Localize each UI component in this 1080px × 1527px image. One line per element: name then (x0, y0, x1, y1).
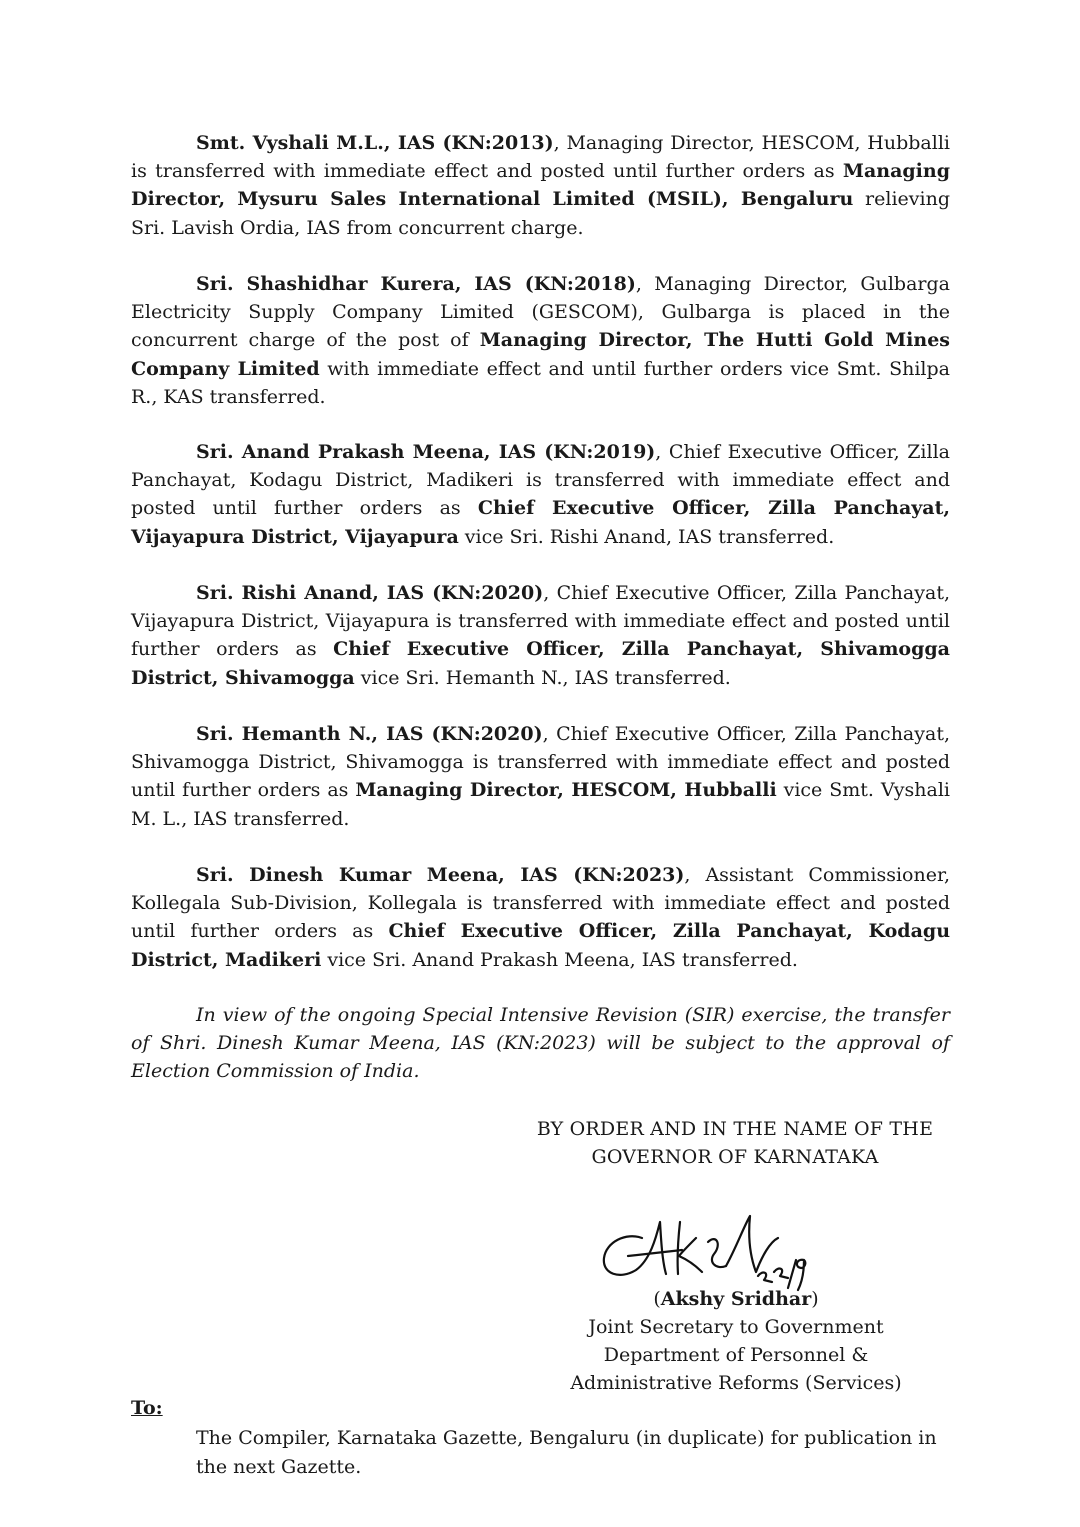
transfer-text-end: with immediate effect and until further orders vice Smt. Shilpa R., KAS transferred. (131, 357, 950, 408)
transfer-paragraph-6 (131, 861, 950, 974)
transfer-text-end: relieving Sri. Lavish Ordia, IAS from concurrent charge. (131, 188, 950, 239)
signatory-designation-3: Administrative Reforms (Services) (570, 1372, 902, 1394)
transfer-text-end: vice Smt. Vyshali M. L., IAS transferred. (131, 779, 950, 830)
transfer-text: , Chief Executive Officer, Zilla Panchayat, Kodagu District, Madikeri is transferred with immediate effect and posted until further orders as (131, 441, 950, 520)
transfer-paragraph-1 (131, 129, 950, 242)
transfer-paragraph-3 (131, 438, 950, 551)
officer-name: Sri. Hemanth N., IAS (KN:2020) (196, 723, 543, 745)
signatory-designation-1: Joint Secretary to Government (588, 1316, 884, 1338)
order-line-2: GOVERNOR OF KARNATAKA (591, 1146, 879, 1168)
signatory-designation-2: Department of Personnel & (603, 1344, 869, 1366)
signatory-name-text: Akshy Sridhar (660, 1288, 812, 1310)
transfer-text: , Chief Executive Officer, Zilla Panchayat, Shivamogga District, Shivamogga is transferred with immediate effect and posted until further orders as (131, 723, 950, 802)
officer-name: Smt. Vyshali M.L., IAS (KN:2013) (196, 132, 554, 154)
transfer-text: , Managing Director, HESCOM, Hubballi is transferred with immediate effect and posted until further orders as (131, 132, 950, 183)
signatory-block (540, 1285, 932, 1397)
signatory-name: (Akshy Sridhar) (653, 1288, 819, 1310)
new-post: Chief Executive Officer, Zilla Panchayat, Kodagu District, Madikeri (131, 920, 951, 971)
transfer-text-end: vice Sri. Rishi Anand, IAS transferred. (458, 525, 835, 548)
transfer-text: , Managing Director, Gulbarga Electricity Supply Company Limited (GESCOM), Gulbarga is placed in the concurrent charge of the post of (131, 273, 950, 352)
transfer-paragraph-4 (131, 579, 950, 692)
transfer-paragraph-2 (131, 270, 950, 411)
order-block (520, 1115, 950, 1171)
to-recipient: The Compiler, Karnataka Gazette, Bengaluru (in duplicate) for publication in the next Gazette. (196, 1427, 937, 1478)
order-line-1: BY ORDER AND IN THE NAME OF THE (536, 1118, 934, 1140)
to-label: To: (131, 1397, 163, 1419)
new-post: Managing Director, HESCOM, Hubballi (355, 779, 777, 802)
transfer-text-end: vice Sri. Anand Prakash Meena, IAS transferred. (321, 948, 798, 971)
new-post: Managing Director, The Hutti Gold Mines Company Limited (131, 329, 950, 380)
new-post: Managing Director, Mysuru Sales International Limited (MSIL), Bengaluru (131, 160, 950, 211)
transfer-paragraph-5 (131, 720, 950, 833)
sir-note: In view of the ongoing Special Intensive Revision (SIR) exercise, the transfer of Shri. Dinesh Kumar Meena, IAS (KN:2023) will be subject to the approval of Election Commission of India. (131, 1004, 950, 1083)
officer-name: Sri. Anand Prakash Meena, IAS (KN:2019) (196, 441, 656, 463)
transfer-text: , Chief Executive Officer, Zilla Panchayat, Vijayapura District, Vijayapura is transferred with immediate effect and posted until further orders as (131, 582, 950, 661)
new-post: Chief Executive Officer, Zilla Panchayat, Vijayapura District, Vijayapura (131, 497, 950, 548)
officer-name: Sri. Dinesh Kumar Meena, IAS (KN:2023) (196, 864, 685, 886)
transfer-text-end: vice Sri. Hemanth N., IAS transferred. (354, 666, 731, 689)
transfer-text: , Assistant Commissioner, Kollegala Sub-Division, Kollegala is transferred with immediate effect and posted until further orders as (131, 864, 950, 943)
new-post: Chief Executive Officer, Zilla Panchayat, Shivamogga District, Shivamogga (131, 638, 950, 689)
officer-name: Sri. Shashidhar Kurera, IAS (KN:2018) (196, 273, 636, 295)
officer-name: Sri. Rishi Anand, IAS (KN:2020) (196, 582, 544, 604)
